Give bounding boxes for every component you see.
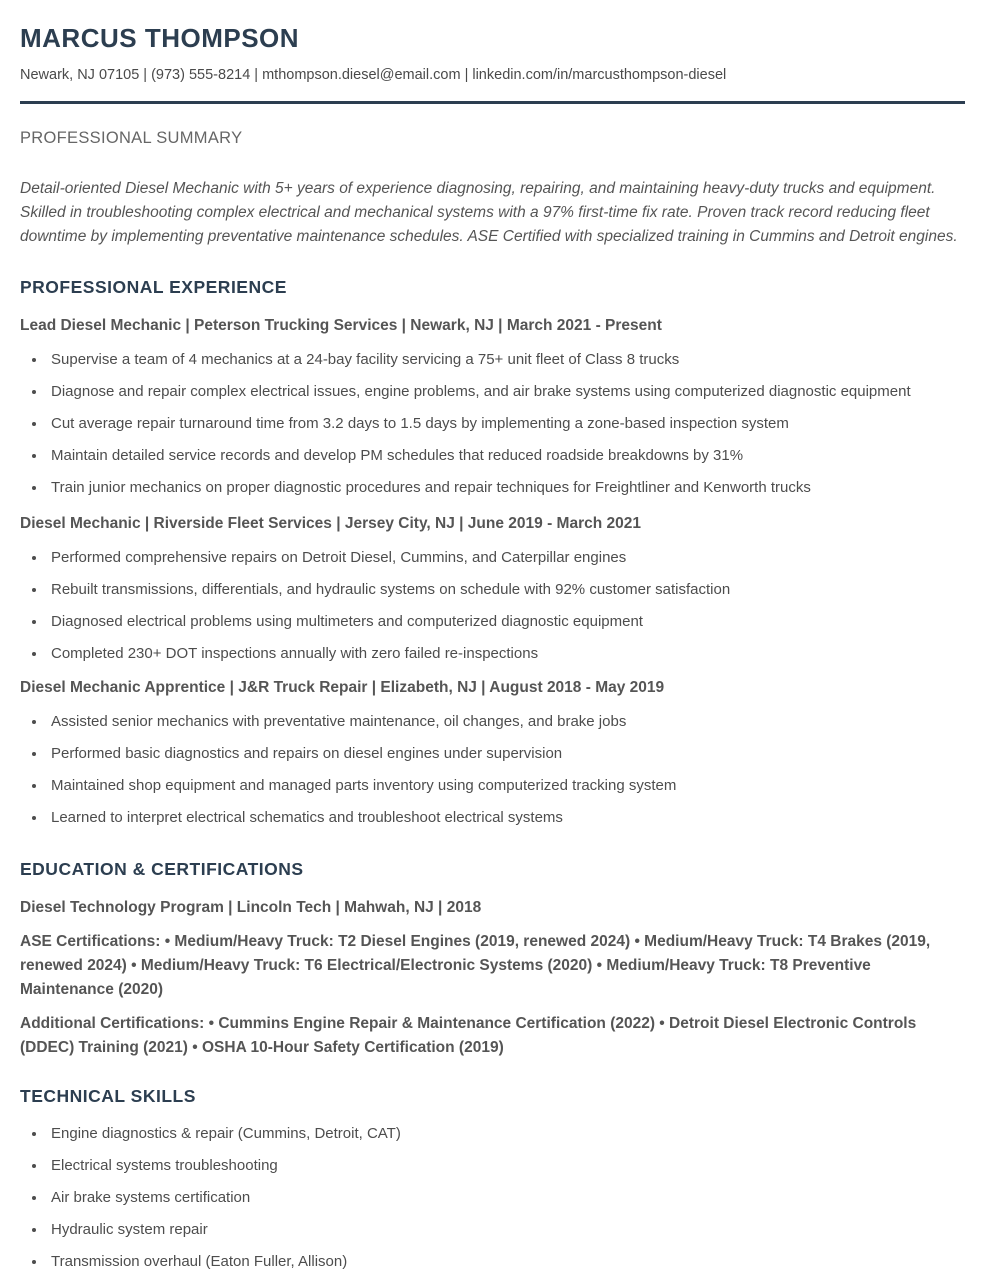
education-section-heading: EDUCATION & CERTIFICATIONS [20,859,304,879]
job-bullet: • Maintained shop equipment and managed parts inventory using computerized tracking system [47,776,965,795]
job-bullet-list [20,712,965,827]
job-bullet: • Completed 230+ DOT inspections annually with zero failed re-inspections [47,644,965,663]
summary-paragraph: Detail-oriented Diesel Mechanic with 5+ years of experience diagnosing, repairing, and maintaining heavy-duty trucks and equipment. Skilled in troubleshooting complex electrical and mechanical systems with a 97% first-time fix rate. Proven track record reducing fleet downtime by implementing preventative maintenance schedules. ASE Certified with specialized training in Cummins and Detroit engines. [20,180,958,245]
skill-item: • Engine diagnostics & repair (Cummins, Detroit, CAT) [47,1124,965,1143]
job-title: Lead Diesel Mechanic | Peterson Trucking Services | Newark, NJ | March 2021 - Present [20,317,662,334]
job-bullet: • Diagnose and repair complex electrical issues, engine problems, and air brake systems using computerized diagnostic equipment [47,382,965,401]
additional-certifications: Additional Certifications: • Cummins Engine Repair & Maintenance Certification (2022) • Detroit Diesel Electronic Controls (DDEC) Training (2021) • OSHA 10-Hour Safety Certification (2019) [20,1015,917,1056]
skills-list [20,1124,965,1271]
ase-certifications: ASE Certifications: • Medium/Heavy Truck: T2 Diesel Engines (2019, renewed 2024) • Medium/Heavy Truck: T4 Brakes (2019, renewed 2024) • Medium/Heavy Truck: T6 Electrical/Electronic Systems (2020) • Medium/Heavy Truck: T8 Preventive Maintenance (2020) [20,933,931,998]
skill-item: • Electrical systems troubleshooting [47,1156,965,1175]
job-bullet: • Cut average repair turnaround time from 3.2 days to 1.5 days by implementing a zone-based inspection system [47,414,965,433]
job-bullet: • Learned to interpret electrical schematics and troubleshoot electrical systems [47,808,965,827]
job-bullet: • Rebuilt transmissions, differentials, and hydraulic systems on schedule with 92% customer satisfaction [47,580,965,599]
experience-section-heading: PROFESSIONAL EXPERIENCE [20,277,287,297]
job-bullet: • Supervise a team of 4 mechanics at a 24-bay facility servicing a 75+ unit fleet of Class 8 trucks [47,350,965,369]
contact-info: Newark, NJ 07105 | (973) 555-8214 | mthompson.diesel@email.com | linkedin.com/in/marcusthompson-diesel [20,67,727,83]
job-bullet: • Assisted senior mechanics with preventative maintenance, oil changes, and brake jobs [47,712,965,731]
job-title: Diesel Mechanic | Riverside Fleet Services | Jersey City, NJ | June 2019 - March 2021 [20,515,641,532]
job-bullet: • Performed basic diagnostics and repairs on diesel engines under supervision [47,744,965,763]
job-bullet-list [20,548,965,663]
job-title: Diesel Mechanic Apprentice | J&R Truck Repair | Elizabeth, NJ | August 2018 - May 2019 [20,679,665,696]
job-bullet: • Train junior mechanics on proper diagnostic procedures and repair techniques for Freightliner and Kenworth trucks [47,478,965,497]
skill-item: • Transmission overhaul (Eaton Fuller, Allison) [47,1252,965,1271]
header-divider [20,101,965,104]
skill-item: • Air brake systems certification [47,1188,965,1207]
summary-section-heading: PROFESSIONAL SUMMARY [20,129,243,147]
education-program: Diesel Technology Program | Lincoln Tech | Mahwah, NJ | 2018 [20,899,482,916]
job-bullet: • Diagnosed electrical problems using multimeters and computerized diagnostic equipment [47,612,965,631]
skills-section-heading: TECHNICAL SKILLS [20,1086,196,1106]
job-bullet-list [20,350,965,497]
job-bullet: • Maintain detailed service records and develop PM schedules that reduced roadside breakdowns by 31% [47,446,965,465]
resume-name: MARCUS THOMPSON [20,23,300,53]
job-bullet: • Performed comprehensive repairs on Detroit Diesel, Cummins, and Caterpillar engines [47,548,965,567]
skill-item: • Hydraulic system repair [47,1220,965,1239]
